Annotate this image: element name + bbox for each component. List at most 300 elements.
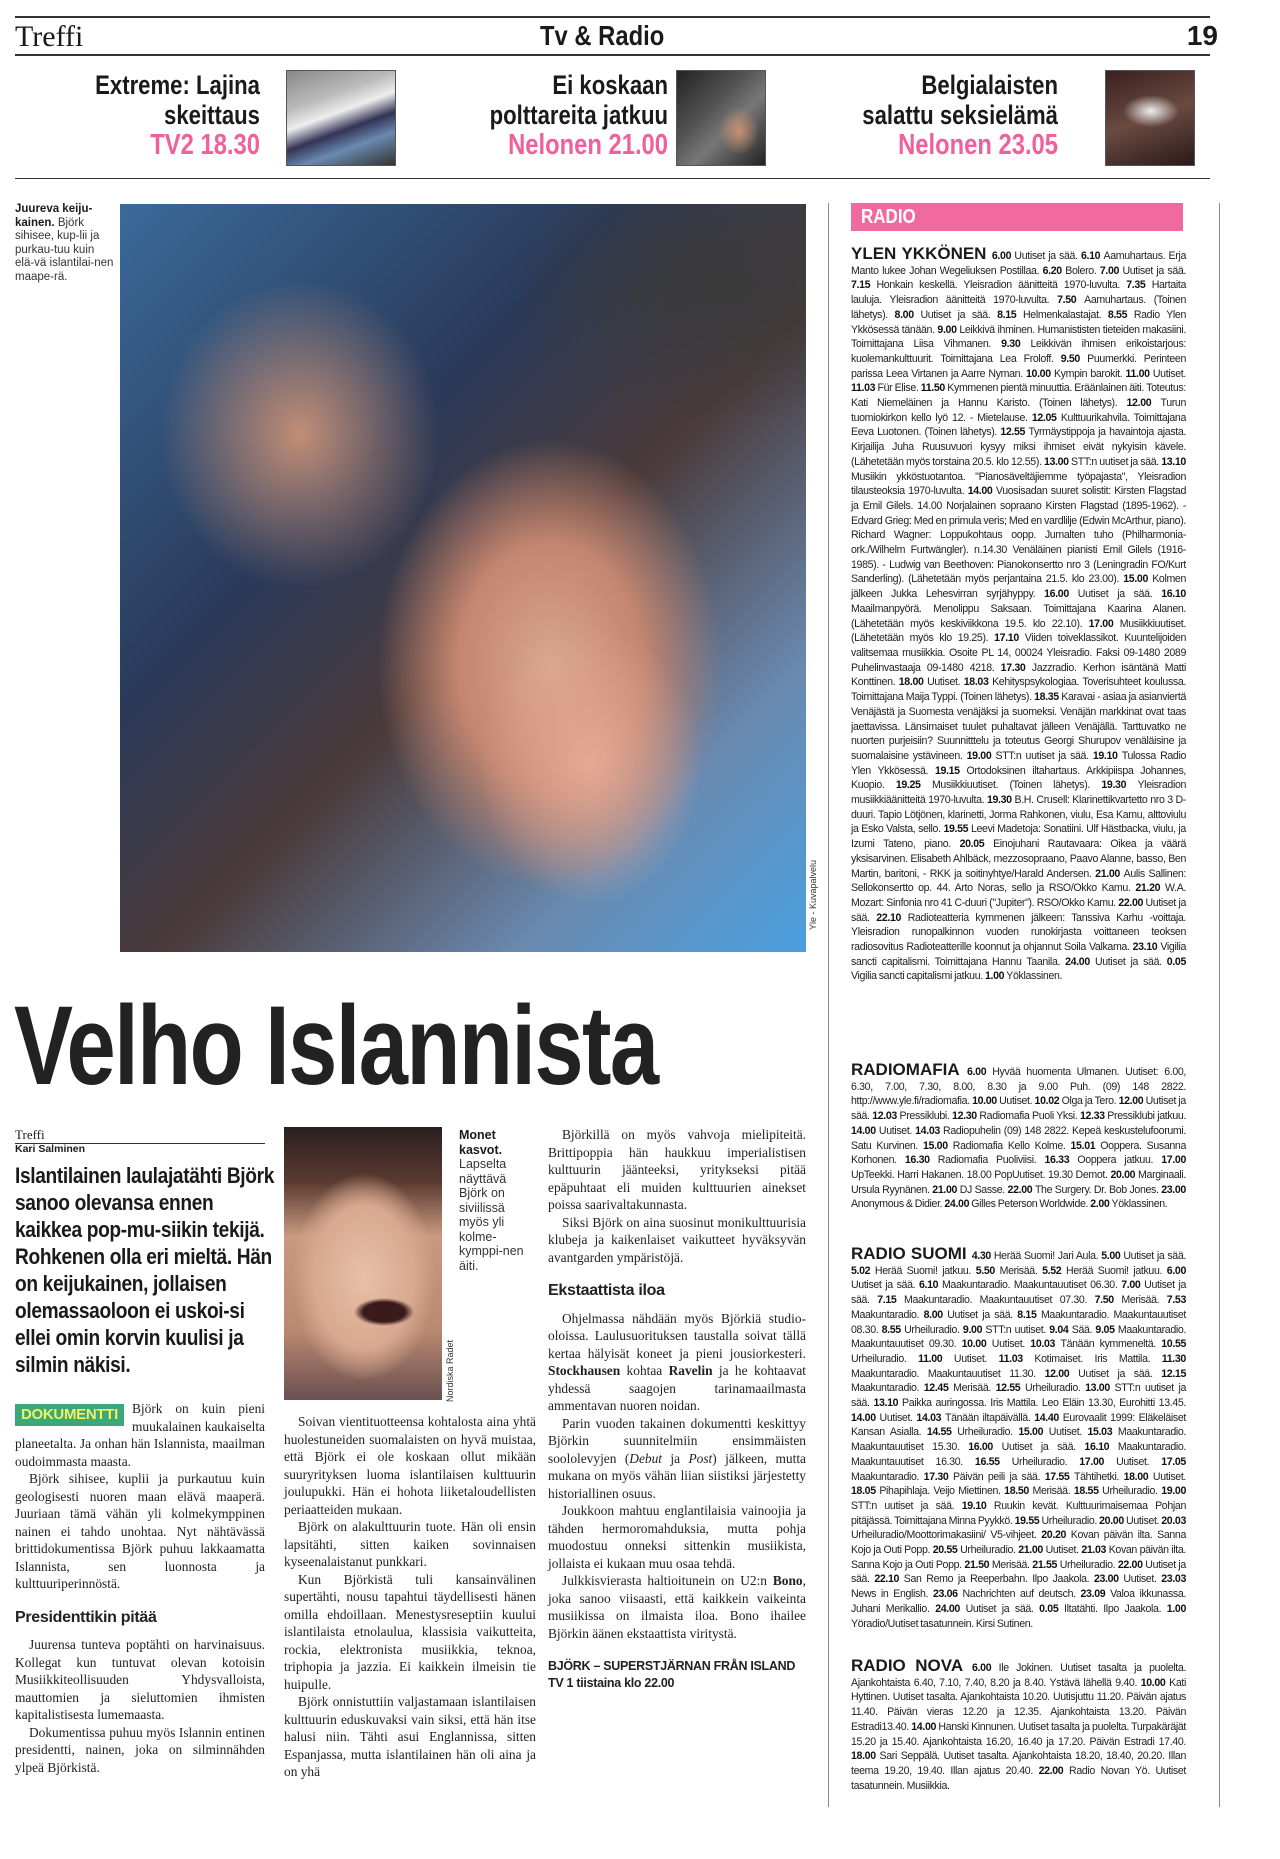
programme-time: 12.30 [952, 1110, 980, 1123]
photo2-caption [459, 1128, 529, 1273]
programme-time: 16.55 [974, 1455, 1012, 1468]
programme-description: Urheiluradio. [1024, 1382, 1086, 1395]
programme-description: Radiopuhelin (09) 148 2822. Kepeä keskustelufoorumi. Satu Kurvinen. [851, 1124, 1187, 1152]
programme-time: 7.50 [1057, 294, 1085, 307]
programme-description: Pressiklubi. [899, 1110, 953, 1123]
programme-description: Uutiset ja sää. [851, 1279, 1186, 1307]
programme-description: Uutiset ja sää. [1094, 955, 1167, 968]
programme-description: Radioteatteria kymmenen jälkeen: Tanssiva Karhu -voittaja. Yleisradion runopalkinnon vuoden runokirjasta voittaneen teoksen radiosovitus Radioteatterille koonnut ja ohjannut Soila Valkama. [851, 911, 1187, 954]
programme-time: 7.15 [877, 1294, 904, 1307]
paragraph: Björk sihisee, kuplii ja purkautuu kuin geologisesti nuoren maan elävä maaperä. Juuriaan tämä vähän yli kolmekymppinen nainen ei tahdo unohtaa. Nyt nähtävässä brittidokumentissa Björk puhuu lakkaamatta Islannista, sen luonnosta ja kulttuuriperinnöstä. [15, 1471, 265, 1591]
text: ja he kohtaavat yhdessä saagojen tarinamaailmasta ammentavan nuoren noidan. [548, 1363, 806, 1413]
programme-time: 6.10 [1080, 250, 1104, 262]
bold-name: Stockhausen [548, 1363, 621, 1378]
programme-description: Merisää. [991, 1558, 1033, 1571]
programme-description: Uutiset. [1045, 1544, 1082, 1557]
programme-time: 24.00 [935, 1602, 966, 1615]
programme-description: Uutiset. [927, 676, 964, 689]
bjork-portrait-photo [284, 1127, 442, 1400]
photo2-credit: Nordiska Radet [445, 1340, 455, 1403]
programme-description: Kulttuurikahvila. Toimittajana Eeva Luotonen. (Toinen lähetys). [851, 411, 1187, 439]
text: kohtaa [620, 1363, 669, 1378]
programme-description: Kymmenen pientä minuuttia. Eräänlainen äiti. Toteutus: Kati Niemeläinen ja Hannu Karisto. (Toinen lähetys). [851, 382, 1186, 410]
programme-description: Karavai - asiaa ja asianviertä Venäjästä ja Suomesta venäjäksi ja suomeksi. Venäjän markkinat ovat taas jaettavissa. Länsimaiset tuulet puhaltavat jälleen Venäjällä. Tarttuvatko ne nuorten purjeisiin? Suunnitttelu ja toteutus Georgi Shurupov venäläisine ja suomalaisine ystävineen. [851, 691, 1186, 762]
promo-title: salattu seksielämä [862, 100, 1058, 130]
programme-description: Herää Suomi! jatkuu. [874, 1264, 976, 1277]
text: ) jälkeen, mutta mukana on myös vähän liian siistiksi järjestetty historiallinen osuus. [548, 1450, 806, 1501]
main-photo-caption [15, 203, 115, 284]
programme-description: B.H. Crusell: Klarinettikvartetto nro 3 D-duuri. Tapio Lötjönen, klarinetti, Jorma Rahkonen, viulu, Esa Kamu, alttoviulu ja Esko Valsta, sello. [851, 794, 1186, 836]
programme-description: Uutiset ja sää. [851, 1095, 1186, 1123]
programme-time: 11.00 [1125, 367, 1153, 380]
programme-time: 17.05 [1161, 1455, 1186, 1468]
programme-description: Pressiklubi jatkuu. [1107, 1110, 1186, 1123]
paragraph: Björkillä on myös vahvoja mielipiteitä. Brittipoppia hän haukkuu imperialistisen kulttuurin jäänteeksi, yritykseksi pitää epäpuhtaat eli muiden kulttuurien ainekset poissa saarivaltakunnasta. [548, 1127, 806, 1212]
programme-description: Herää Suomi! Jari Aula. [993, 1250, 1102, 1262]
programme-time: 13.10 [1161, 455, 1186, 468]
programme-time: 10.00 [1025, 367, 1054, 380]
programme-description: Uutiset ja sää. [920, 308, 998, 321]
programme-description: Leevi Madetoja: Sonatiini. Ulf Hästbacka, viulu, ja Izumi Tateno, piano. [851, 823, 1186, 851]
radio-banner [851, 203, 1183, 231]
programme-time: 16.33 [1044, 1154, 1078, 1167]
promo-bottom-rule [15, 178, 1210, 179]
programme-description: Helmenkalastajat. [1023, 308, 1108, 321]
programme-time: 6.20 [1042, 264, 1066, 277]
programme-description: Urheiluradio. [960, 1544, 1019, 1557]
promo-title: skeittaus [164, 100, 260, 130]
text: Parin vuoden takainen dokumentti keskittyy Björkin suunnitelmiin ensimmäisten soololevyjen ( [548, 1415, 806, 1466]
programme-time: 0.05 [1039, 1602, 1064, 1615]
promo-channel-time: TV2 18.30 [150, 129, 260, 161]
programme-time: 18.00 [898, 676, 928, 689]
programme-description: Yöklassinen. [1006, 970, 1063, 983]
byline-author: Kari Salminen [15, 1143, 86, 1155]
programme-description: News in English. [851, 1588, 933, 1601]
programme-description: Maakuntaradio. Maakuntauutiset 08.30. [851, 1308, 1187, 1336]
programme-time: 10.02 [1034, 1095, 1062, 1108]
programme-description: Puumerkki. Perinteen parissa Leea Virtanen ja Aarre Nyman. [851, 352, 1187, 380]
programme-time: 17.00 [1161, 1154, 1186, 1167]
programme-time: 22.10 [876, 911, 908, 924]
programme-time: 15.00 [923, 1139, 953, 1152]
caption-bold: Monet kasvot. [459, 1128, 503, 1157]
programme-time: 6.00 [967, 1066, 993, 1078]
programme-time: 7.15 [851, 279, 877, 292]
programme-time: 20.20 [1041, 1529, 1071, 1542]
programme-time: 14.40 [1034, 1411, 1063, 1424]
programme-description: Yleisradion musiikkiäänitteitä 1970-luvulta. [851, 779, 1187, 807]
text: Julkkisvierasta haltioitunein on U2:n [562, 1573, 773, 1588]
programme-time: 20.03 [1161, 1514, 1187, 1527]
promo-title: Belgialaisten [921, 70, 1058, 100]
programme-description: Uutiset. [1152, 367, 1186, 380]
paragraph-text: Björk on kuin pieni muukalainen kaukaiselta planeetalta. Ja onhan hän Islannista, maailman oudoimmasta maasta. [15, 1401, 265, 1469]
programme-time: 19.25 [895, 779, 932, 792]
programme-description: Merisää. [999, 1264, 1043, 1277]
promo-title: polttareita jatkuu [489, 100, 668, 130]
programme-description: Hartaita lauluja. Yleisradion äänitteitä 1970-luvulta. [851, 279, 1187, 307]
programme-description: Urheiluradio. [1102, 1485, 1162, 1498]
programme-description: Kovan päivän ilta. Sanna Kojo ja Outi Popp. [851, 1544, 1187, 1571]
programme-time: 19.55 [943, 823, 971, 836]
men-in-sunglasses-photo [676, 70, 766, 166]
programme-description: Vuosisadan suuret solistit: Kirsten Flagstad ja Emil Gilels. 14.00 Norjalainen sopraano Kirsten Flagstad (1895-1962). - Edvard Grieg: Med en primula veris; Med en vardlilje (Edwin McArthur, piano). Richard Wagner: Loppukohtaus oopp. Jumalten tuho (Philharmonia-ork./Wilhelm Furtwängler). n.14.30 Venäläinen pianisti Emil Gilels (1916-1985). - Ludwig van Beethoven: Pianokonsertto nro 3 (Leningradin FO/Kurt Sanderling). (Lähetetään myös perjantaina 21.5. klo 23.00). [851, 485, 1186, 586]
programme-time: 5.02 [851, 1264, 875, 1277]
station-name: RADIO SUOMI [851, 1244, 972, 1263]
caption-text: Björk sihisee, kup-lii ja purkau-tuu kuin elä-vä islantilai-nen maape-rä. [15, 216, 114, 283]
programme-time: 12.00 [1118, 1095, 1146, 1108]
programme-time: 10.00 [972, 1095, 1000, 1108]
programme-time: 22.00 [1007, 1183, 1035, 1196]
promo-title: Ei koskaan [552, 70, 668, 100]
programme-description: Yöklassinen. [1111, 1198, 1168, 1211]
text: Ohjelmassa nähdään myös Björkiä studio-oloissa. Laulusuorituksen taustalla soivat tällä kertaa hälyisät koneet ja pieni jousiorkesteri. [548, 1310, 806, 1361]
programme-time: 7.53 [1166, 1294, 1187, 1307]
programme-description: Uutiset. [999, 1095, 1035, 1108]
programme-time: 17.55 [1044, 1470, 1075, 1483]
promo-3[interactable] [798, 70, 1058, 160]
programme-time: 16.10 [1161, 588, 1186, 601]
promo-channel-time: Nelonen 23.05 [898, 129, 1058, 161]
programme-description: Urheiluradio. [1041, 1514, 1100, 1527]
programme-time: 6.10 [918, 1279, 942, 1292]
programme-time: 15.03 [1087, 1426, 1118, 1439]
programme-description: Marginaali. Ursula Ryynänen. [851, 1168, 1187, 1196]
programme-description: Aulis Sallinen: Sellokonsertto op. 44. Arto Noras, sello ja RSO/Okko Kamu. [851, 867, 1186, 895]
page-number: 19 [1186, 20, 1218, 51]
broadcast-info [548, 1658, 806, 1692]
programme-time: 21.00 [1018, 1544, 1046, 1557]
programme-time: 16.30 [904, 1154, 938, 1167]
programme-description: Tähtihetki. [1074, 1470, 1124, 1483]
programme-time: 11.03 [851, 382, 878, 395]
programme-description: Uutiset ja sää. [947, 1308, 1018, 1321]
programme-time: 17.00 [1088, 617, 1120, 630]
promo-title: Extreme: Lajina [95, 70, 260, 100]
programme-time: 13.00 [1043, 455, 1072, 468]
dokumentti-badge: DOKUMENTTI [15, 1404, 124, 1426]
programme-time: 16.00 [1044, 588, 1078, 601]
programme-time: 11.00 [918, 1352, 954, 1365]
programme-description: W.A. Mozart: Sinfonia nro 41 C-duuri ("Jupiter"). RSO/Okko Kamu. [851, 882, 1187, 909]
programme-description: Maakuntaradio. Maakuntauutiset 15.30. [851, 1426, 1187, 1454]
programme-description: Musiikin ykköstuotantoa. "Pianosäveltäjiemme työpajasta", Yleisradion tilausteoksia 1970-luvulta. [851, 470, 1186, 498]
paragraph: Siksi Björk on aina suosinut monikulttuurisia klubeja ja kaikenlaiset vaikutteet hyväksyvän avantgarden ympäristöjä. [548, 1214, 806, 1265]
bold-name: Ravelin [668, 1363, 713, 1378]
programme-description: Gilles Peterson Worldwide. [971, 1198, 1091, 1211]
programme-time: 24.00 [1065, 955, 1095, 968]
programme-description: STT:n uutiset ja sää. [851, 1499, 962, 1512]
programme-description: San Remo ja Reeperbahn. Ilpo Jaakola. [903, 1573, 1094, 1586]
programme-time: 17.30 [923, 1470, 953, 1483]
programme-description: Maakuntaradio. [851, 1470, 924, 1483]
paragraph: Soivan vientituotteensa kohtalosta aina yhtä huolestuneiden suomalaisten on hyvä muistaa, että Björk ei ole koskaan ollut mikään suuryrityksen luoma islantilaisen kulttuurin joulupukki. Hän ei hohota liiketaloudellisten periaatteiden mukaan. [284, 1414, 536, 1517]
programme-description: Uutiset ja sää. [1001, 1441, 1085, 1454]
programme-description: Maakuntaradio. Maakuntauutiset 07.30. [903, 1294, 1095, 1307]
lede-text: Islantilainen laulajatähti Björk sanoo olevansa ennen kaikkea pop-mu-siikin tekijä. Rohkenen olla eri mieltä. Hän on keijukainen, jollaisen olemassaoloon ei uskoi-si ellei omin korvin kuulisi ja silmin näkisi. [15, 1163, 275, 1377]
programme-time: 5.50 [975, 1264, 1000, 1277]
programme-description: Uutiset ja sää. [1077, 588, 1162, 601]
programme-description: Honkain keskellä. Yleisradion äänitteitä 1970-luvulta. [876, 279, 1127, 292]
programme-description: Maakuntaradio. [851, 1308, 924, 1321]
programme-time: 14.03 [915, 1124, 944, 1137]
programme-description: Leikkivä ihminen. Humanististen tieteiden makasiini. Toimittajana Liisa Vihmanen. [851, 323, 1186, 351]
programme-description: Maakuntaradio. Maakuntauutiset 16.30. [851, 1441, 1186, 1468]
station-name: YLEN YKKÖNEN [851, 244, 992, 263]
programme-time: 17.00 [1079, 1455, 1117, 1468]
programme-description: Aamuhartaus. Erja Manto lukee Johan Wegeliuksen Postillaa. [851, 250, 1186, 277]
blindfolded-face-photo [1105, 70, 1195, 166]
programme-description: Maakuntaradio. Maakuntauutiset 09.30. [851, 1323, 1187, 1351]
programme-description: DJ Sasse. [959, 1183, 1008, 1196]
programme-time: 21.03 [1081, 1544, 1109, 1557]
programme-time: 8.00 [894, 308, 921, 321]
station-name: RADIO NOVA [851, 1656, 973, 1675]
programme-time: 12.55 [995, 1382, 1025, 1395]
programme-description: Urheiluradio. [851, 1352, 919, 1365]
programme-description: Radiomafia Puoli Yksi. [979, 1110, 1080, 1123]
station-radio-nova [851, 1656, 1187, 1793]
programme-time: 5.00 [1101, 1250, 1124, 1262]
text: ja [662, 1450, 689, 1466]
programme-time: 9.30 [1001, 338, 1031, 351]
programme-time: 11.30 [1161, 1352, 1186, 1365]
programme-description: Olga ja Tero. [1061, 1095, 1119, 1108]
programme-description: Uutiset. [1116, 1455, 1162, 1468]
programme-description: Tulossa Radio Ylen Ykkösessä. [851, 749, 1187, 777]
paragraph [15, 1400, 265, 1470]
programme-time: 14.00 [911, 1720, 939, 1733]
programme-time: 23.06 [932, 1588, 963, 1601]
station-name: RADIOMAFIA [851, 1060, 968, 1079]
programme-description: Radiomafia Puoliviisi. [937, 1154, 1045, 1167]
paragraph: Björk on alakulttuurin tuote. Hän oli ensin lapsitähti, sitten kaiken sovinnaisen kyseenalaistanut punkkari. [284, 1519, 536, 1569]
programme-time: 23.00 [1161, 1183, 1186, 1196]
programme-time: 1.00 [1166, 1602, 1187, 1615]
programme-time: 6.00 [1166, 1264, 1187, 1277]
programme-title: BJÖRK – SUPERSTJÄRNAN FRÅN ISLAND [548, 1659, 796, 1673]
programme-time: 10.55 [1161, 1338, 1187, 1351]
programme-description: Kovan päivän ilta. Sanna Kojo ja Outi Popp. [851, 1529, 1186, 1557]
programme-time: 20.00 [1099, 1514, 1127, 1527]
programme-time: 19.55 [1014, 1514, 1042, 1527]
programme-time: 14.00 [967, 485, 996, 498]
programme-description: Ooppera. Susanna Korhonen. [851, 1139, 1187, 1167]
article-column-1 [15, 1400, 265, 1776]
programme-time: 18.35 [1034, 691, 1062, 704]
programme-description: STT:n uutiset. [985, 1323, 1050, 1336]
programme-description: Kati Hyttinen. Uutiset tasalta. Ajankohtaista 10.20. Uutisjuttu 11.20. Päivän ajatus 11.40. Päivän vieras 12.20 ja 12.35. Ajankohtaista 13.20. Päivän Estradi13.40. [851, 1676, 1186, 1733]
programme-description: Uutiset ja sää. [851, 1279, 919, 1292]
programme-time: 6.00 [991, 250, 1015, 262]
subheading: Presidenttikin pitää [15, 1608, 157, 1626]
programme-time: 7.35 [1126, 279, 1152, 292]
section-title: Tv & Radio [540, 20, 665, 51]
programme-description: Paikka auringossa. Iris Mattila. Leo Eläin 13.30, Eurohitti 13.45. [902, 1397, 1187, 1410]
radio-banner-label: RADIO [861, 206, 916, 228]
programme-description: Ortodoksinen iltahartaus. Arkkipiispa Johannes, Kuopio. [851, 764, 1186, 792]
header-top-rule [15, 16, 1210, 18]
programme-time: 19.00 [966, 749, 996, 762]
paragraph: Kun Björkistä tuli kansainvälinen supertähti, nousu tapahtui täydellisesti hänen omilla ehdoillaan. Menestysreseptiin kuului islantilaista etnolaulua, klassisia vaikutteita, rockia, elektronista musiikkia, teknoa, triphopia ja jazzia. Ei kaikkein ilmeisin tie huipulle. [284, 1571, 536, 1692]
programme-description: Sari Seppälä. Uutiset tasalta. Ajankohtaista 18.20, 18.40, 20.20. Illan teema 19.20, 19.40. Illan ajatus 20.40. [851, 1750, 1186, 1777]
programme-description: Urheiluradio. [1059, 1558, 1118, 1571]
programme-description: Maailmanpyörä. Menolippu Saksaan. Toimittajana Kaarina Alanen. (Lähetetään myös keskiviikkona 19.5. klo 22.10). [851, 602, 1186, 630]
programme-time: 12.45 [923, 1382, 954, 1395]
programme-description: Iltatähti. Ilpo Jaakola. [1064, 1602, 1167, 1615]
programme-time: 12.33 [1079, 1110, 1108, 1123]
programme-time: 8.55 [881, 1323, 905, 1336]
programme-time: 10.00 [961, 1338, 992, 1351]
promo-1[interactable] [20, 70, 260, 160]
programme-description: Kolmen jälkeen Jukka Lehesvirran syrjähyppy. [851, 573, 1187, 601]
programme-time: 4.30 [971, 1250, 994, 1262]
programme-description: Ile Jokinen. Uutiset tasalta ja puolelta. Ajankohtaista 6.40, 7.10, 7.40, 8.20 ja 8.40. Ystävä lähellä 9.40. [851, 1662, 1186, 1689]
programme-description: Uutiset. [1126, 1514, 1162, 1527]
main-photo-credit: Yle - Kuvapalvelu [808, 860, 818, 931]
programme-description: Päivän peili ja sää. [952, 1470, 1045, 1483]
programme-description: Tänään kymmeneltä. [1060, 1338, 1162, 1351]
station-ylen-ykkonen [851, 244, 1187, 984]
programme-time: 12.00 [1126, 397, 1161, 410]
programme-description: Valoa ikkunassa. Juhani Merikallio. [851, 1588, 1186, 1615]
article-column-3 [548, 1126, 806, 1692]
programme-description: Viiden toiveklassikot. Kuuntelijoiden valitsemaa musiikkia. Osoite PL 14, 00024 Yleisradio. Faksi 09-1480 2089 Puhelinvastaaja 09-1480 4218. [851, 632, 1186, 674]
programme-description: Uutiset. [1152, 1470, 1187, 1483]
programme-description: Ruukin kevät. Kulttuurimaisemaa Pohjan pitäjässä. Toimittajana Minna Pyykkö. [851, 1499, 1186, 1527]
programme-description: Merisää. [953, 1382, 996, 1395]
programme-description: Kotimaiset. Iris Mattila. [1034, 1352, 1162, 1365]
programme-description: Leikkivän ihmisen erikoistarjous: kuolemankulttuurit. Toimittajana Lea Froloff. [851, 338, 1186, 365]
programme-time: 8.15 [997, 308, 1023, 321]
programme-description: Vigilia sancti capitalismi jatkuu. [851, 970, 985, 983]
programme-description: Sää. [1071, 1323, 1096, 1336]
programme-description: Einojuhani Rautavaara: Oikea ja väärä yksisarvinen. Elisabeth Ahlbäck, mezzosopraano, Paavo Alanne, basso, Ben Martin, baritoni, - RKK ja soitinyhtye/Harald Andersen. [851, 838, 1187, 880]
programme-time: 22.00 [1038, 1764, 1070, 1777]
programme-time: 12.03 [872, 1110, 900, 1123]
programme-description: Maakuntaradio. Maakuntauutiset 11.30. [851, 1367, 1045, 1380]
programme-description: Maakuntaradio. [851, 1382, 924, 1395]
programme-description: Pihapihlaja. Veijo Miettinen. [879, 1485, 1005, 1498]
paragraph: Björk onnistuttiin valjastamaan islantilaisen kulttuurin eduskuvaksi vain siksi, että hän itse halusi niin. Tähti asui Englannissa, sitten Espanjassa, mutta islantilainen hän oli aina ja on yhä [284, 1694, 536, 1779]
programme-time: 11.03 [998, 1352, 1035, 1365]
programme-description: Kehityspsykologiaa. Toverisuhteet koulussa. Toimittajana Maija Typpi. (Toinen lähetys). [851, 676, 1187, 704]
promo-2[interactable] [408, 70, 668, 160]
programme-time: 11.50 [920, 382, 948, 395]
programme-description: Nachrichten auf deutsch. [962, 1588, 1081, 1601]
programme-description: UpTeekki. Harri Hakanen. 18.00 PopUutiset. 19.30 Demot. [851, 1168, 1111, 1181]
programme-description: STT:n uutiset ja sää. [851, 1382, 1186, 1410]
programme-time: 18.00 [1123, 1470, 1153, 1483]
article-headline: Velho Islannista [14, 983, 658, 1108]
programme-time: 20.55 [932, 1544, 961, 1557]
programme-time: 23.03 [1161, 1573, 1187, 1586]
programme-time: 19.30 [986, 794, 1015, 807]
programme-description: Radio Novan Yö. Uutiset tasatunnein. Musiikkia. [851, 1764, 1187, 1792]
station-radio-suomi [851, 1244, 1187, 1631]
programme-time: 19.00 [1161, 1485, 1186, 1498]
bold-name: Bono [772, 1573, 803, 1588]
programme-description: Uutiset. [991, 1338, 1031, 1351]
caption-bold: Juureva keiju-kainen. [15, 203, 93, 229]
programme-description: Uutiset ja sää. [1122, 264, 1187, 277]
paper-name: Treffi [15, 20, 84, 53]
programme-time: 13.00 [1085, 1382, 1115, 1395]
album-title: Post [688, 1450, 713, 1466]
programme-time: 8.55 [1107, 308, 1134, 321]
programme-description: Musiikkiuutiset. (Toinen lähetys). [931, 779, 1102, 792]
programme-time: 21.00 [1095, 867, 1124, 880]
programme-description: Tyrmäystippoja ja havaintoja ajasta. Kirjailija Juha Ruusuvuori kysyy miksi ihmiset eivät nykyisin kävele. (Lähetetään myös torstaina 20.5. klo 12.55). [851, 426, 1186, 468]
programme-time: 14.00 [851, 1411, 880, 1424]
programme-time: 19.10 [961, 1499, 994, 1512]
programme-description: Radiomafia Kello Kolme. [952, 1139, 1071, 1152]
programme-description: Turun tuomiokirkon kello lyö 12. - Mietelause. [851, 397, 1186, 424]
programme-description: Uutiset ja sää. [1078, 1367, 1162, 1380]
programme-time: 23.00 [1093, 1573, 1124, 1586]
programme-time: 21.20 [1135, 882, 1166, 895]
programme-time: 5.52 [1042, 1264, 1067, 1277]
programme-time: 14.00 [851, 1124, 879, 1137]
programme-description: Urheiluradio. [904, 1323, 963, 1336]
programme-time: 15.00 [1123, 573, 1153, 586]
programme-description: Maakuntaradio. Maakuntauutiset 06.30. [941, 1279, 1122, 1292]
programme-time: 9.05 [1095, 1323, 1118, 1336]
programme-time: 15.00 [1018, 1426, 1049, 1439]
programme-time: 18.50 [1004, 1485, 1033, 1498]
programme-description: Uutiset. [953, 1352, 999, 1365]
programme-time: 14.55 [926, 1426, 958, 1439]
programme-description: Urheiluradio/Moottorimakasiini/ V5-vihjeet. [851, 1529, 1042, 1542]
programme-time: 19.10 [1092, 749, 1122, 762]
programme-time: 21.00 [932, 1183, 960, 1196]
programme-time: 23.09 [1080, 1588, 1111, 1601]
programme-description: Uutiset ja sää. [965, 1602, 1040, 1615]
programme-description: Für Elise. [877, 382, 921, 395]
programme-time: 18.00 [851, 1750, 880, 1763]
programme-time: 10.00 [1140, 1676, 1170, 1689]
programme-time: 15.01 [1070, 1139, 1101, 1152]
programme-description: Musiikkiuutiset. (Lähetetään myös klo 19.25). [851, 617, 1186, 645]
programme-description: Merisää. [1121, 1294, 1167, 1307]
programme-time: 10.03 [1030, 1338, 1061, 1351]
programme-description: Eurovaalit 1999: Eläkeläiset Kansan Asialla. [851, 1411, 1186, 1439]
programme-description: Hyvää huomenta Ulmanen. Uutiset: 6.00, 6.30, 7.00, 7.30, 8.00, 8.30 ja 9.00 Puh. (09) 148 2822. http://www.yle.fi/radiomafia. [851, 1066, 1187, 1108]
programme-time: 13.10 [873, 1397, 903, 1410]
programme-time: 17.30 [1000, 661, 1032, 674]
programme-time: 0.05 [1166, 955, 1186, 968]
programme-time: 18.55 [1073, 1485, 1103, 1498]
programme-time: 22.00 [1118, 896, 1146, 909]
promo-channel-time: Nelonen 21.00 [508, 129, 668, 161]
programme-time: 19.15 [934, 764, 967, 777]
programme-time: 18.05 [851, 1485, 880, 1498]
programme-description: Aamuhartaus. (Toinen lähetys). [851, 294, 1187, 321]
programme-time: 7.00 [1099, 264, 1123, 277]
programme-time: 18.03 [963, 676, 993, 689]
programme-time: 9.00 [962, 1323, 986, 1336]
programme-description: Uutiset. [1123, 1573, 1162, 1586]
programme-time: 8.15 [1017, 1308, 1041, 1321]
article-lede [15, 1162, 285, 1378]
skateboarder-photo [286, 70, 396, 166]
programme-time: 22.10 [874, 1573, 904, 1586]
paragraph: Juurensa tunteva poptähti on harvinaisuus. Kollegat kun tuntuvat olevan kotoisin Musiikkiteollisuuden Yhdysvalloista, mauttomien ja sieluttomien ihmisten kapitalistisesta lumemaasta. [15, 1637, 265, 1722]
programme-description: Urheiluradio. [1011, 1455, 1080, 1468]
programme-description: Ooppera jatkuu. [1077, 1154, 1162, 1167]
paragraph [548, 1415, 806, 1503]
